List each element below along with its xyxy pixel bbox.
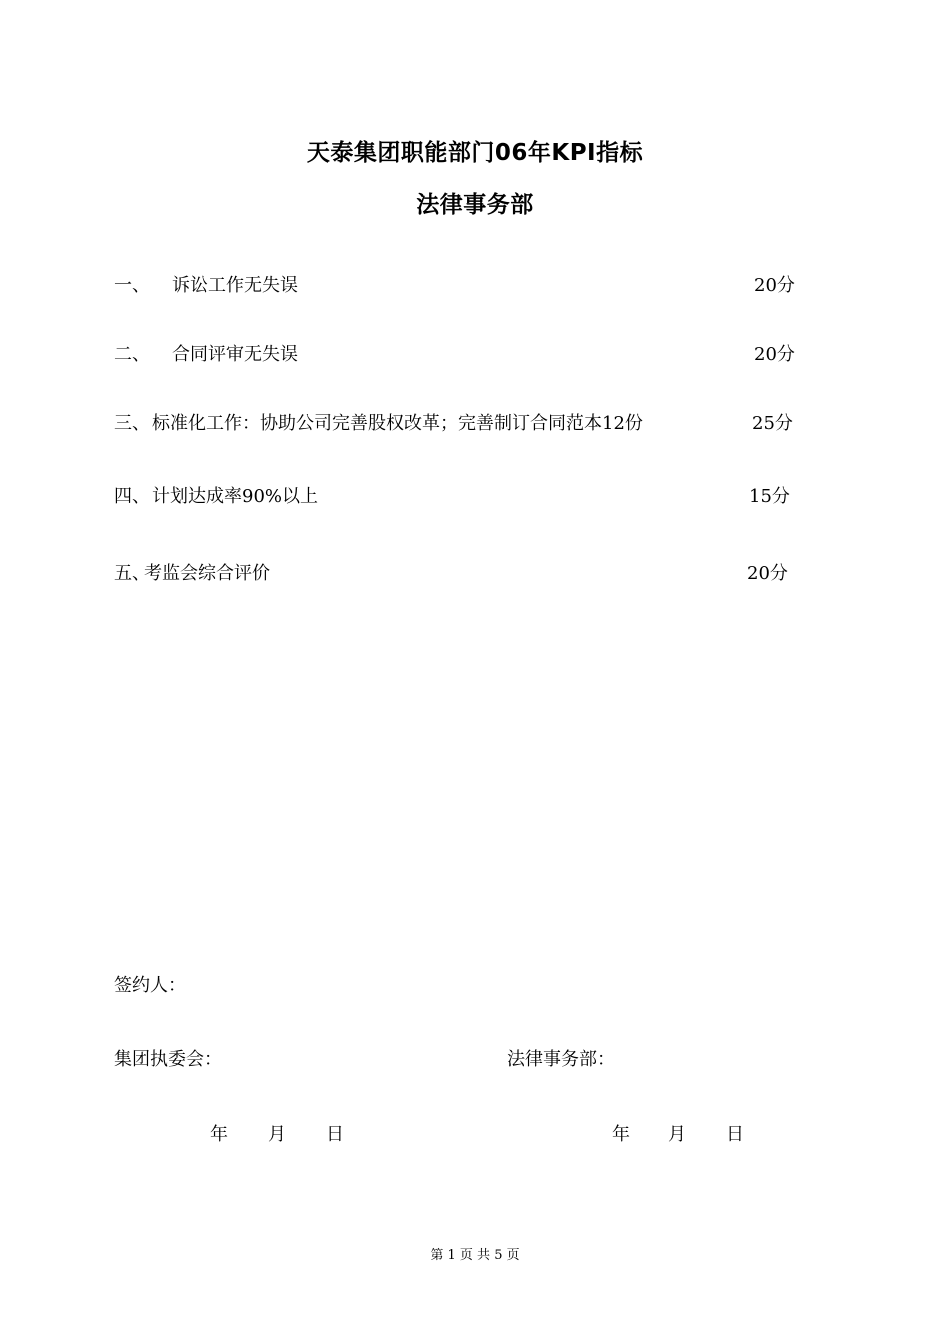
- month-label: 月: [668, 1124, 686, 1145]
- kpi-item-number: 二、: [114, 344, 150, 365]
- month-label: 月: [268, 1124, 286, 1145]
- kpi-item-text: 标准化工作：协助公司完善股权改革；完善制订合同范本12份: [152, 413, 643, 434]
- kpi-item-5: [114, 560, 834, 588]
- day-label: 日: [726, 1124, 744, 1145]
- left-signature-date: [210, 1121, 370, 1149]
- group-executive-committee-label: 集团执委会：: [114, 1049, 222, 1070]
- right-signature-date: [612, 1121, 772, 1149]
- kpi-item-score: 15分: [749, 486, 790, 507]
- kpi-item-text: 考监会综合评价: [144, 563, 270, 584]
- kpi-item-text: 诉讼工作无失误: [172, 275, 298, 296]
- kpi-item-score: 25分: [752, 413, 793, 434]
- kpi-item-number: 四、: [114, 486, 150, 507]
- year-label: 年: [210, 1124, 228, 1145]
- kpi-item-text: 合同评审无失误: [172, 344, 298, 365]
- department-title: 法律事务部: [416, 192, 534, 218]
- kpi-item-4: [114, 483, 834, 511]
- kpi-item-score: 20分: [754, 344, 795, 365]
- document-title: 天泰集团职能部门06年KPI指标: [306, 140, 644, 166]
- kpi-item-number: 一、: [114, 275, 150, 296]
- kpi-item-3: [114, 410, 834, 438]
- kpi-item-score: 20分: [754, 275, 795, 296]
- day-label: 日: [326, 1124, 344, 1145]
- kpi-item-text: 计划达成率90%以上: [152, 486, 319, 507]
- signer-label: 签约人：: [114, 975, 186, 996]
- kpi-item-number: 三、: [114, 413, 150, 434]
- page-number-footer: 第 1 页 共 5 页: [430, 1248, 520, 1263]
- kpi-item-score: 20分: [747, 563, 788, 584]
- kpi-item-1: [114, 272, 834, 300]
- legal-affairs-department-label: 法律事务部：: [507, 1049, 615, 1070]
- kpi-item-2: [114, 341, 834, 369]
- year-label: 年: [612, 1124, 630, 1145]
- kpi-item-number: 五、: [114, 563, 150, 584]
